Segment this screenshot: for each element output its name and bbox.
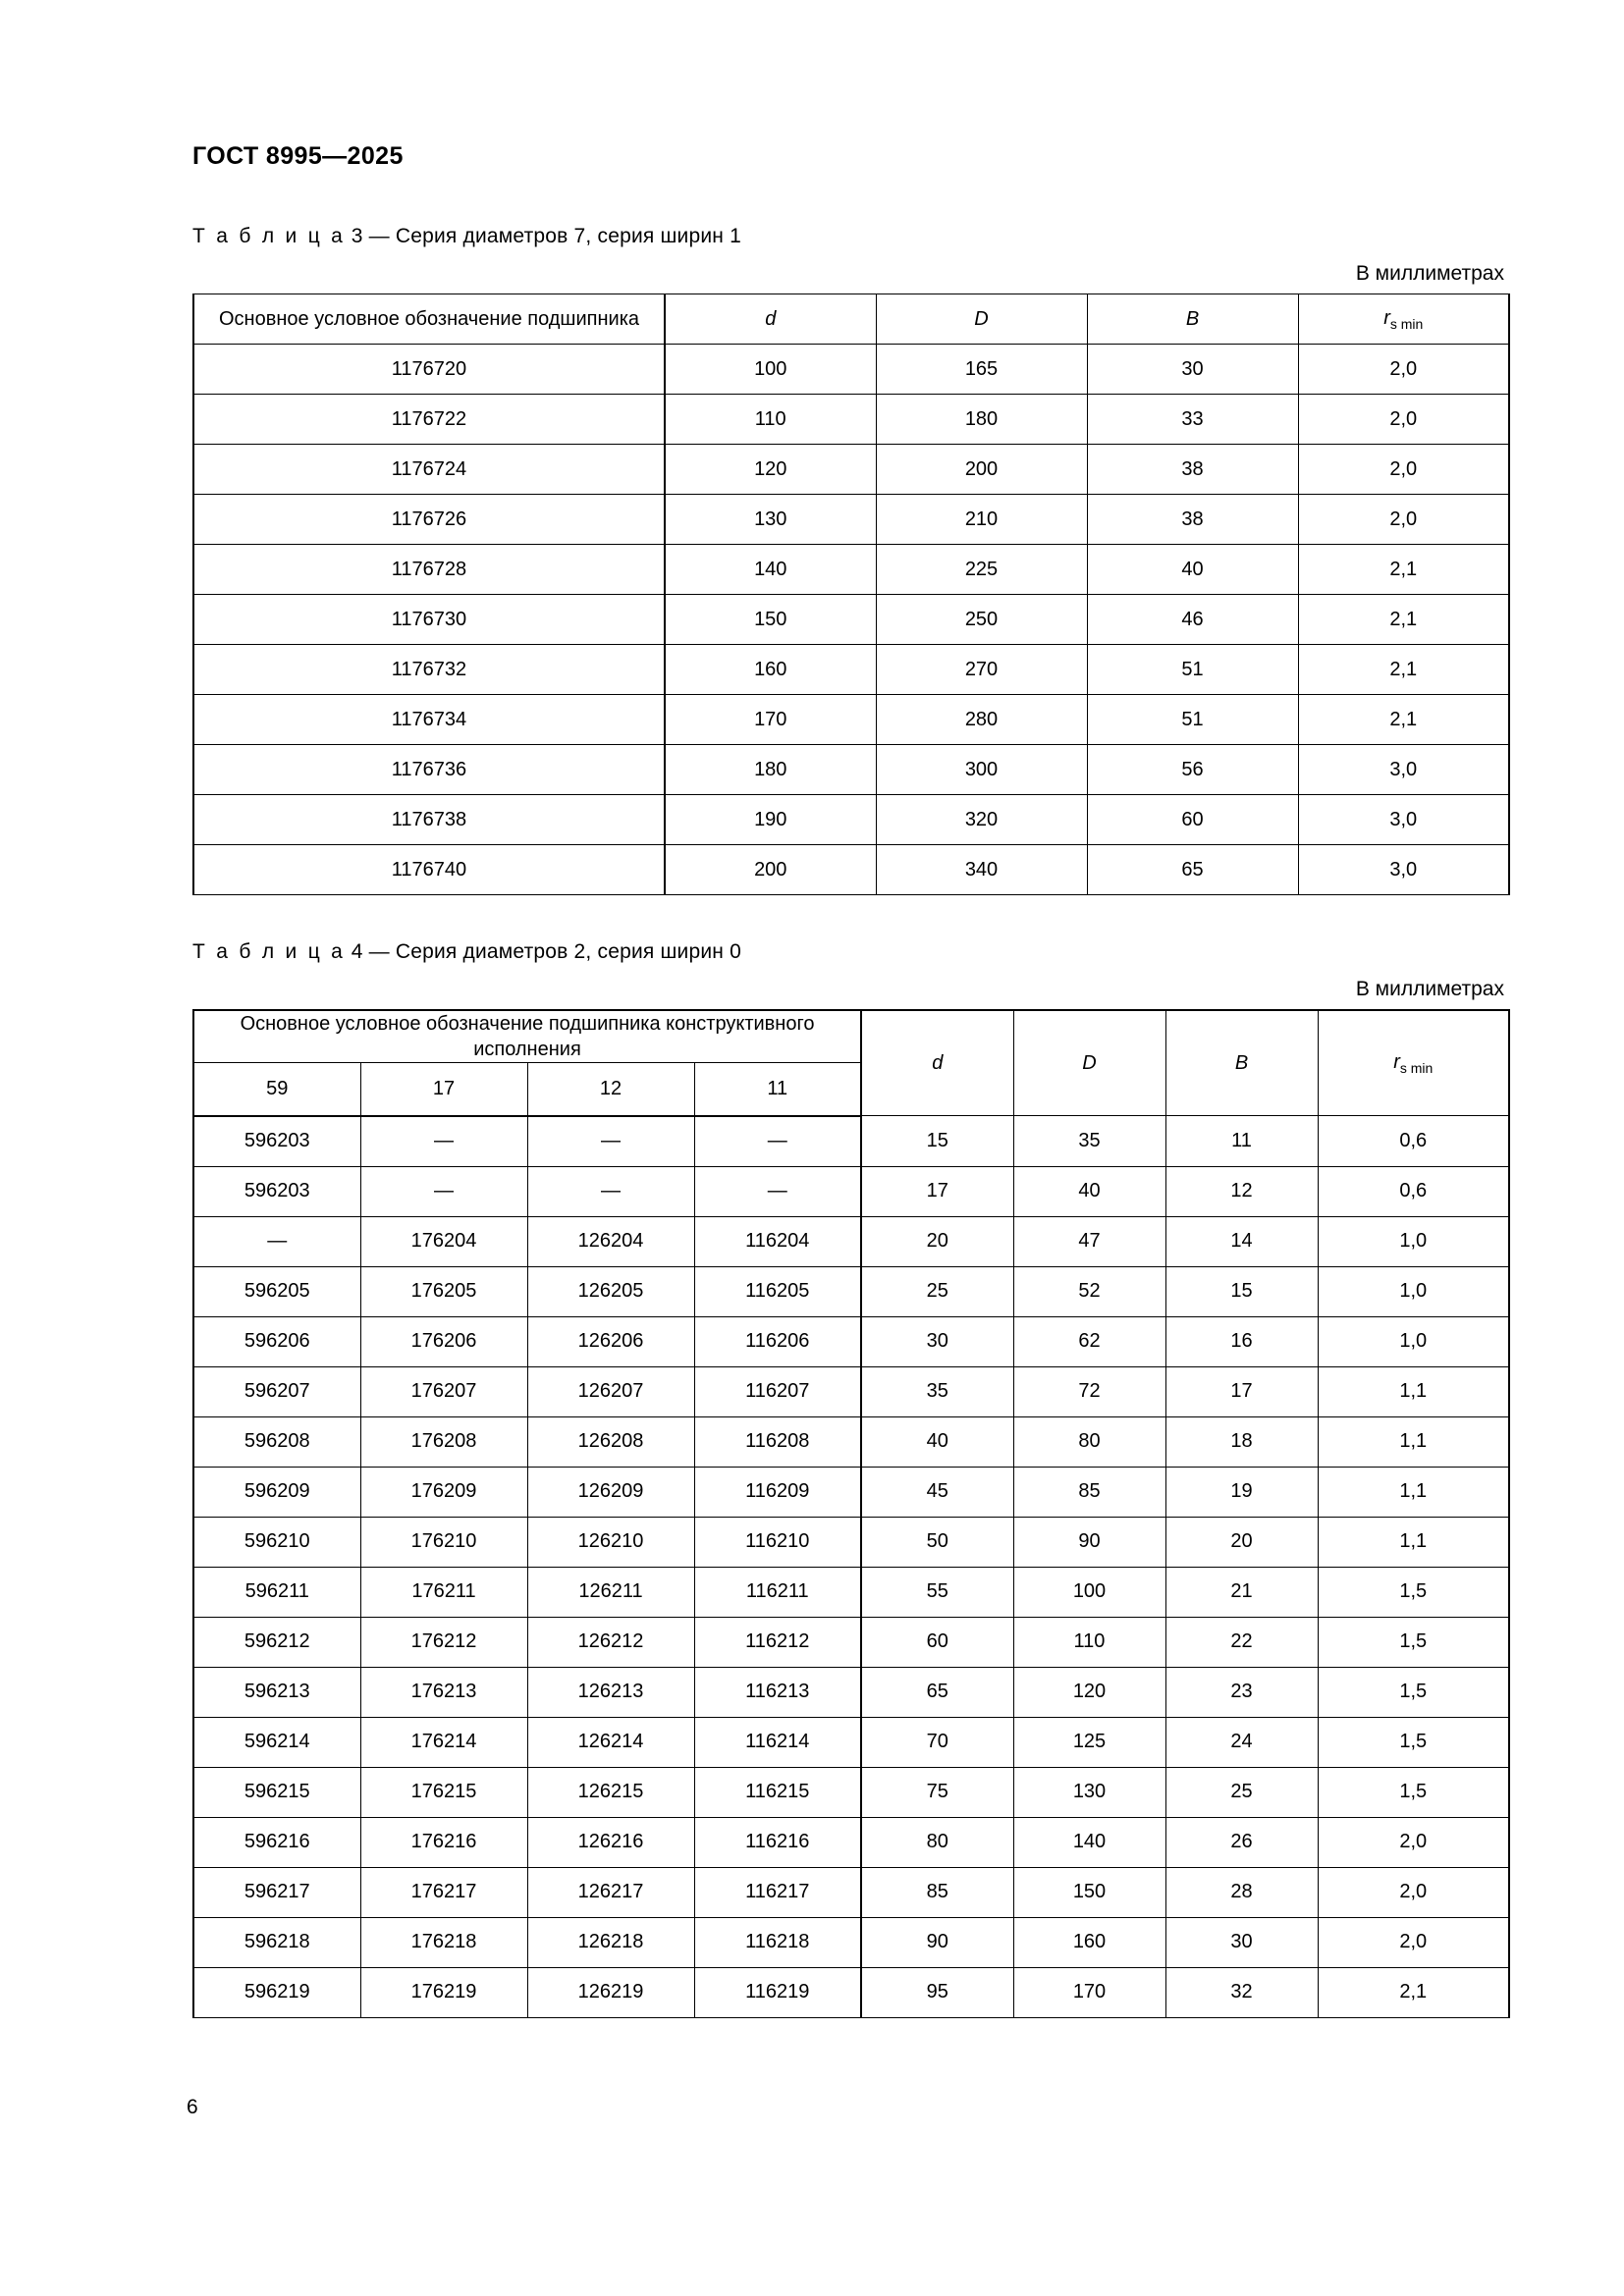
cell-r: 3,0 [1298, 845, 1509, 895]
cell-r: 1,0 [1318, 1266, 1509, 1316]
cell-d: 170 [665, 695, 876, 745]
cell-r: 2,1 [1298, 695, 1509, 745]
cell-d: 160 [665, 645, 876, 695]
table3 [192, 294, 1510, 895]
cell-r: 1,5 [1318, 1567, 1509, 1617]
table4-header-D: D [1013, 1010, 1165, 1116]
cell-r: 2,0 [1298, 395, 1509, 445]
cell-59: 596218 [193, 1917, 360, 1967]
document-standard-number: ГОСТ 8995—2025 [192, 142, 404, 170]
cell-D: 270 [876, 645, 1087, 695]
cell-12: 126210 [527, 1517, 694, 1567]
cell-r: 1,0 [1318, 1316, 1509, 1366]
cell-B: 30 [1165, 1917, 1318, 1967]
table3-header-D: D [876, 294, 1087, 345]
cell-r: 2,0 [1298, 495, 1509, 545]
cell-D: 170 [1013, 1967, 1165, 2017]
cell-d: 140 [665, 545, 876, 595]
cell-11: 116210 [694, 1517, 861, 1567]
cell-D: 110 [1013, 1617, 1165, 1667]
cell-59: 596205 [193, 1266, 360, 1316]
cell-r: 2,1 [1318, 1967, 1509, 2017]
cell-r: 1,5 [1318, 1617, 1509, 1667]
table4-header-11: 11 [694, 1063, 861, 1116]
table-row [193, 795, 1509, 845]
table4-header-group: Основное условное обозначение подшипника конструктивного исполнения [193, 1010, 861, 1063]
cell-B: 20 [1165, 1517, 1318, 1567]
cell-B: 24 [1165, 1717, 1318, 1767]
cell-r: 2,1 [1298, 545, 1509, 595]
cell-d: 80 [861, 1817, 1013, 1867]
cell-d: 40 [861, 1416, 1013, 1467]
cell-r: 1,1 [1318, 1517, 1509, 1567]
cell-17: — [360, 1116, 527, 1167]
cell-r: 2,1 [1298, 595, 1509, 645]
cell-59: 596206 [193, 1316, 360, 1366]
cell-11: 116218 [694, 1917, 861, 1967]
cell-r: 2,1 [1298, 645, 1509, 695]
table-row [193, 495, 1509, 545]
cell-17: 176211 [360, 1567, 527, 1617]
cell-12: 126213 [527, 1667, 694, 1717]
table-row [193, 445, 1509, 495]
cell-B: 12 [1165, 1166, 1318, 1216]
cell-B: 38 [1087, 445, 1298, 495]
cell-12: 126215 [527, 1767, 694, 1817]
cell-d: 25 [861, 1266, 1013, 1316]
cell-B: 15 [1165, 1266, 1318, 1316]
cell-17: 176204 [360, 1216, 527, 1266]
cell-12: — [527, 1166, 694, 1216]
table-row [193, 1366, 1509, 1416]
cell-12: 126205 [527, 1266, 694, 1316]
cell-11: 116214 [694, 1717, 861, 1767]
cell-B: 19 [1165, 1467, 1318, 1517]
cell-D: 320 [876, 795, 1087, 845]
cell-D: 80 [1013, 1416, 1165, 1467]
table3-units: В миллиметрах [1355, 262, 1504, 285]
cell-d: 95 [861, 1967, 1013, 2017]
cell-r: 2,0 [1318, 1817, 1509, 1867]
table-row [193, 1116, 1509, 1167]
cell-d: 50 [861, 1517, 1013, 1567]
cell-B: 17 [1165, 1366, 1318, 1416]
cell-12: 126207 [527, 1366, 694, 1416]
cell-D: 120 [1013, 1667, 1165, 1717]
cell-d: 110 [665, 395, 876, 445]
cell-B: 28 [1165, 1867, 1318, 1917]
cell-B: 25 [1165, 1767, 1318, 1817]
cell-r: 0,6 [1318, 1166, 1509, 1216]
table3-caption-lead: Т а б л и ц а [192, 225, 346, 247]
table-row [193, 645, 1509, 695]
cell-12: 126217 [527, 1867, 694, 1917]
cell-11: 116219 [694, 1967, 861, 2017]
table-row [193, 1817, 1509, 1867]
cell-B: 26 [1165, 1817, 1318, 1867]
cell-17: 176218 [360, 1917, 527, 1967]
cell-59: — [193, 1216, 360, 1266]
table3-header-name: Основное условное обозначение подшипника [193, 294, 665, 345]
table4-header-12: 12 [527, 1063, 694, 1116]
cell-17: 176216 [360, 1817, 527, 1867]
cell-d: 190 [665, 795, 876, 845]
table4-header-d: d [861, 1010, 1013, 1116]
cell-d: 17 [861, 1166, 1013, 1216]
table4-header-row-group [193, 1010, 1509, 1063]
cell-11: 116211 [694, 1567, 861, 1617]
table-row [193, 745, 1509, 795]
table-row [193, 395, 1509, 445]
cell-d: 200 [665, 845, 876, 895]
table4-caption-text: 4 — Серия диаметров 2, серия ширин 0 [351, 940, 741, 963]
cell-r: 1,5 [1318, 1717, 1509, 1767]
cell-17: 176214 [360, 1717, 527, 1767]
cell-12: 126212 [527, 1617, 694, 1667]
cell-code: 1176732 [193, 645, 665, 695]
cell-d: 35 [861, 1366, 1013, 1416]
cell-d: 100 [665, 345, 876, 395]
cell-11: — [694, 1116, 861, 1167]
cell-D: 340 [876, 845, 1087, 895]
cell-d: 20 [861, 1216, 1013, 1266]
cell-D: 150 [1013, 1867, 1165, 1917]
cell-code: 1176728 [193, 545, 665, 595]
cell-code: 1176724 [193, 445, 665, 495]
cell-r: 2,0 [1298, 345, 1509, 395]
cell-11: 116217 [694, 1867, 861, 1917]
table-row [193, 1467, 1509, 1517]
cell-d: 120 [665, 445, 876, 495]
cell-59: 596219 [193, 1967, 360, 2017]
cell-12: 126204 [527, 1216, 694, 1266]
cell-D: 40 [1013, 1166, 1165, 1216]
cell-11: 116204 [694, 1216, 861, 1266]
cell-12: 126206 [527, 1316, 694, 1366]
cell-r: 0,6 [1318, 1116, 1509, 1167]
table4 [192, 1009, 1510, 2018]
table3-header-B: B [1087, 294, 1298, 345]
cell-B: 38 [1087, 495, 1298, 545]
table3-caption-text: 3 — Серия диаметров 7, серия ширин 1 [351, 225, 741, 247]
cell-code: 1176740 [193, 845, 665, 895]
cell-11: 116213 [694, 1667, 861, 1717]
cell-d: 45 [861, 1467, 1013, 1517]
cell-11: 116208 [694, 1416, 861, 1467]
cell-d: 65 [861, 1667, 1013, 1717]
cell-17: 176213 [360, 1667, 527, 1717]
cell-d: 90 [861, 1917, 1013, 1967]
cell-12: 126211 [527, 1567, 694, 1617]
cell-D: 225 [876, 545, 1087, 595]
table-row [193, 1517, 1509, 1567]
cell-D: 90 [1013, 1517, 1165, 1567]
page-content [192, 142, 1508, 2018]
cell-r: 2,0 [1298, 445, 1509, 495]
cell-r: 3,0 [1298, 795, 1509, 845]
table4-header-17: 17 [360, 1063, 527, 1116]
table3-header-d: d [665, 294, 876, 345]
cell-B: 65 [1087, 845, 1298, 895]
cell-59: 596210 [193, 1517, 360, 1567]
cell-12: 126219 [527, 1967, 694, 2017]
cell-17: 176219 [360, 1967, 527, 2017]
cell-D: 200 [876, 445, 1087, 495]
cell-r: 1,1 [1318, 1416, 1509, 1467]
cell-17: 176217 [360, 1867, 527, 1917]
cell-D: 125 [1013, 1717, 1165, 1767]
cell-12: 126218 [527, 1917, 694, 1967]
cell-11: 116209 [694, 1467, 861, 1517]
table-row [193, 1967, 1509, 2017]
cell-D: 140 [1013, 1817, 1165, 1867]
table-row [193, 845, 1509, 895]
cell-r: 1,0 [1318, 1216, 1509, 1266]
cell-B: 56 [1087, 745, 1298, 795]
table-row [193, 1216, 1509, 1266]
cell-B: 30 [1087, 345, 1298, 395]
cell-59: 596213 [193, 1667, 360, 1717]
cell-B: 51 [1087, 695, 1298, 745]
cell-B: 16 [1165, 1316, 1318, 1366]
table-row [193, 1667, 1509, 1717]
cell-r: 1,5 [1318, 1667, 1509, 1717]
cell-59: 596203 [193, 1166, 360, 1216]
cell-B: 22 [1165, 1617, 1318, 1667]
cell-11: 116215 [694, 1767, 861, 1817]
page-number: 6 [187, 2096, 198, 2118]
cell-d: 55 [861, 1567, 1013, 1617]
table-row [193, 1917, 1509, 1967]
cell-11: 116207 [694, 1366, 861, 1416]
table3-header-row [193, 294, 1509, 345]
table3-header-r: $r_{s min}$ [1298, 294, 1509, 345]
cell-r: 2,0 [1318, 1867, 1509, 1917]
table-row [193, 1717, 1509, 1767]
cell-D: 165 [876, 345, 1087, 395]
cell-B: 60 [1087, 795, 1298, 845]
cell-d: 75 [861, 1767, 1013, 1817]
cell-code: 1176738 [193, 795, 665, 845]
cell-d: 30 [861, 1316, 1013, 1366]
cell-B: 14 [1165, 1216, 1318, 1266]
cell-11: 116205 [694, 1266, 861, 1316]
cell-59: 596203 [193, 1116, 360, 1167]
cell-D: 100 [1013, 1567, 1165, 1617]
cell-12: — [527, 1116, 694, 1167]
cell-59: 596207 [193, 1366, 360, 1416]
cell-r: 1,1 [1318, 1366, 1509, 1416]
cell-B: 40 [1087, 545, 1298, 595]
cell-B: 18 [1165, 1416, 1318, 1467]
table-row [193, 1266, 1509, 1316]
cell-d: 150 [665, 595, 876, 645]
cell-B: 46 [1087, 595, 1298, 645]
cell-code: 1176720 [193, 345, 665, 395]
cell-59: 596211 [193, 1567, 360, 1617]
cell-59: 596212 [193, 1617, 360, 1667]
cell-B: 33 [1087, 395, 1298, 445]
cell-r: 3,0 [1298, 745, 1509, 795]
table4-header-r: $r_{s min}$ [1318, 1010, 1509, 1116]
cell-17: 176205 [360, 1266, 527, 1316]
cell-17: 176206 [360, 1316, 527, 1366]
cell-59: 596214 [193, 1717, 360, 1767]
table-row [193, 1416, 1509, 1467]
cell-B: 32 [1165, 1967, 1318, 2017]
cell-B: 51 [1087, 645, 1298, 695]
cell-code: 1176730 [193, 595, 665, 645]
cell-59: 596215 [193, 1767, 360, 1817]
cell-17: 176207 [360, 1366, 527, 1416]
table-row [193, 595, 1509, 645]
table-row [193, 1567, 1509, 1617]
cell-D: 130 [1013, 1767, 1165, 1817]
cell-d: 60 [861, 1617, 1013, 1667]
cell-d: 70 [861, 1717, 1013, 1767]
cell-d: 85 [861, 1867, 1013, 1917]
cell-D: 250 [876, 595, 1087, 645]
cell-17: 176209 [360, 1467, 527, 1517]
cell-B: 21 [1165, 1567, 1318, 1617]
cell-code: 1176734 [193, 695, 665, 745]
cell-11: 116206 [694, 1316, 861, 1366]
table3-caption [192, 225, 1508, 248]
cell-D: 180 [876, 395, 1087, 445]
table4-units: В миллиметрах [1355, 978, 1504, 1000]
cell-code: 1176722 [193, 395, 665, 445]
cell-D: 300 [876, 745, 1087, 795]
table-row [193, 345, 1509, 395]
cell-12: 126214 [527, 1717, 694, 1767]
cell-B: 11 [1165, 1116, 1318, 1167]
table4-header-B: B [1165, 1010, 1318, 1116]
cell-D: 52 [1013, 1266, 1165, 1316]
cell-D: 35 [1013, 1116, 1165, 1167]
cell-59: 596216 [193, 1817, 360, 1867]
cell-59: 596217 [193, 1867, 360, 1917]
table-row [193, 695, 1509, 745]
table-row [193, 1316, 1509, 1366]
cell-D: 280 [876, 695, 1087, 745]
cell-D: 160 [1013, 1917, 1165, 1967]
cell-d: 180 [665, 745, 876, 795]
cell-r: 2,0 [1318, 1917, 1509, 1967]
cell-D: 72 [1013, 1366, 1165, 1416]
cell-17: — [360, 1166, 527, 1216]
cell-17: 176210 [360, 1517, 527, 1567]
cell-code: 1176736 [193, 745, 665, 795]
cell-code: 1176726 [193, 495, 665, 545]
cell-D: 85 [1013, 1467, 1165, 1517]
cell-D: 47 [1013, 1216, 1165, 1266]
table-row [193, 1166, 1509, 1216]
cell-59: 596209 [193, 1467, 360, 1517]
cell-12: 126216 [527, 1817, 694, 1867]
cell-d: 15 [861, 1116, 1013, 1167]
table-row [193, 1767, 1509, 1817]
cell-17: 176215 [360, 1767, 527, 1817]
cell-17: 176212 [360, 1617, 527, 1667]
cell-11: — [694, 1166, 861, 1216]
table4-header-59: 59 [193, 1063, 360, 1116]
table-row [193, 1867, 1509, 1917]
table4-caption-lead: Т а б л и ц а [192, 940, 346, 963]
cell-r: 1,1 [1318, 1467, 1509, 1517]
cell-12: 126209 [527, 1467, 694, 1517]
cell-r: 1,5 [1318, 1767, 1509, 1817]
cell-59: 596208 [193, 1416, 360, 1467]
cell-17: 176208 [360, 1416, 527, 1467]
table4-caption [192, 940, 1508, 964]
cell-d: 130 [665, 495, 876, 545]
cell-11: 116212 [694, 1617, 861, 1667]
cell-11: 116216 [694, 1817, 861, 1867]
cell-B: 23 [1165, 1667, 1318, 1717]
table-row [193, 545, 1509, 595]
cell-D: 62 [1013, 1316, 1165, 1366]
cell-12: 126208 [527, 1416, 694, 1467]
cell-D: 210 [876, 495, 1087, 545]
table-row [193, 1617, 1509, 1667]
